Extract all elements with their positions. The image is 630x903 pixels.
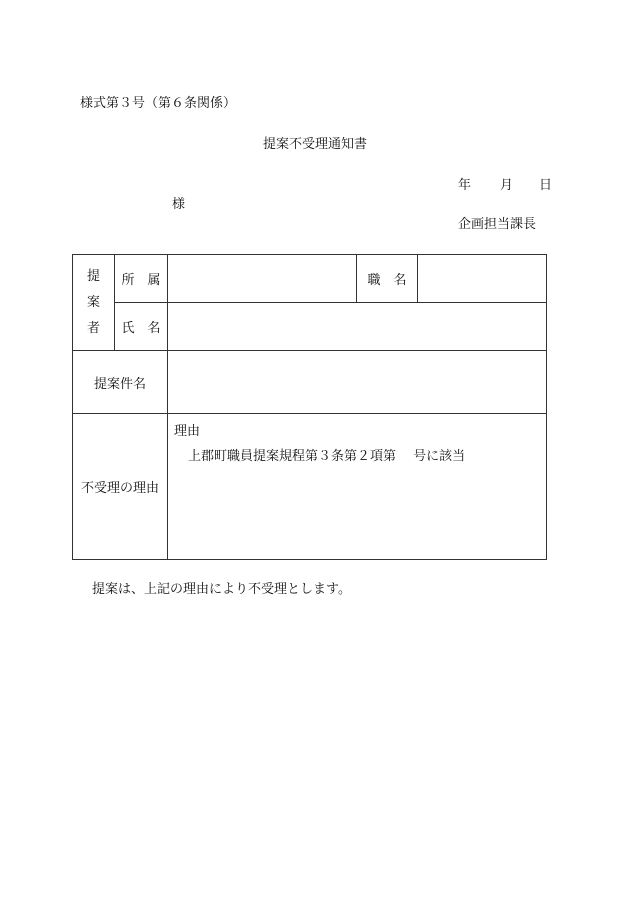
position-field[interactable] xyxy=(418,255,547,303)
reason-text: 上郡町職員提案規程第３条第２項第 号に該当 xyxy=(188,449,466,464)
addressee-suffix: 様 xyxy=(172,197,186,212)
name-label: 氏 名 xyxy=(115,303,168,351)
footer-statement: 提案は、上記の理由により不受理とします。 xyxy=(92,582,351,597)
rejection-reason-field[interactable] xyxy=(168,414,547,560)
rejection-reason-label: 不受理の理由 xyxy=(73,414,168,560)
document-title: 提案不受理通知書 xyxy=(262,137,367,152)
affiliation-label: 所 属 xyxy=(115,255,168,303)
date-day-label: 日 xyxy=(539,178,553,193)
form-number: 様式第３号（第６条関係） xyxy=(80,96,237,111)
proposer-char: 提 xyxy=(86,268,100,284)
date-month-label: 月 xyxy=(500,178,514,193)
reason-heading: 理由 xyxy=(174,424,201,439)
proposal-title-label: 提案件名 xyxy=(73,351,168,414)
proposal-title-field[interactable] xyxy=(168,351,547,414)
notice-form-table xyxy=(72,254,547,560)
position-label: 職 名 xyxy=(357,255,418,303)
proposer-char: 者 xyxy=(86,320,100,336)
affiliation-field[interactable] xyxy=(168,255,357,303)
proposer-header-cell xyxy=(73,255,115,351)
name-field[interactable] xyxy=(168,303,547,351)
proposer-char: 案 xyxy=(86,294,100,310)
date-year-label: 年 xyxy=(458,178,472,193)
sender-title: 企画担当課長 xyxy=(458,217,537,232)
